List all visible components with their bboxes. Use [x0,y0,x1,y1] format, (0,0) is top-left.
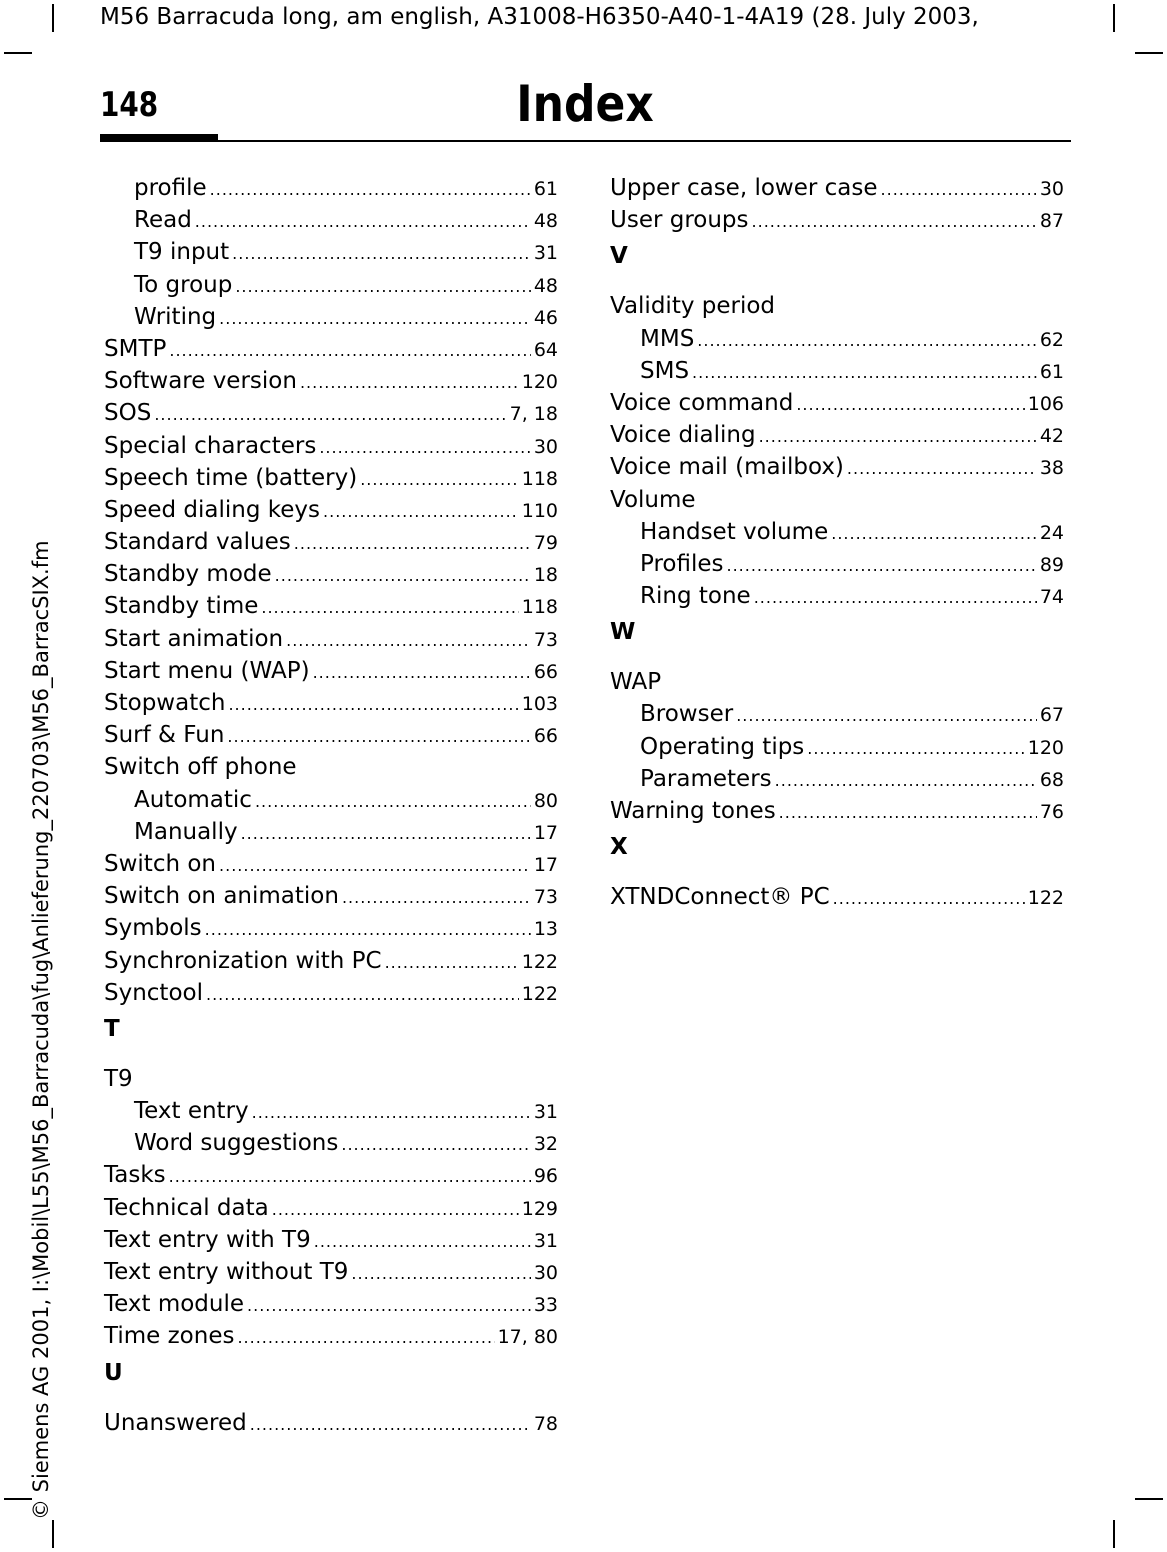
index-entry [104,269,558,301]
index-page-ref: 38 [1039,457,1064,480]
index-term: To group [134,271,233,298]
index-group-heading [104,751,558,783]
leader-dots [294,528,531,560]
index-term: Volume [610,486,696,513]
index-page-ref: 96 [533,1165,558,1188]
index-entry [610,881,1064,913]
leader-dots [736,700,1037,732]
index-entry [104,912,558,944]
leader-dots [351,1258,530,1290]
crop-mark [1113,1520,1115,1548]
index-page-ref: 73 [533,886,558,909]
leader-dots [319,432,531,464]
page-title: Index [516,75,654,133]
index-page-ref: 48 [533,210,558,233]
index-page-ref: 17 [533,853,558,876]
index-page-ref: 42 [1039,425,1064,448]
leader-dots [754,582,1037,614]
leader-dots [252,1097,531,1129]
index-page-ref: 89 [1039,553,1064,576]
index-page-ref: 122 [521,950,558,973]
index-entry [610,763,1064,795]
crop-mark [4,52,32,54]
crop-mark [1135,1498,1163,1500]
leader-dots [807,733,1024,765]
index-page-ref: 48 [533,274,558,297]
leader-dots [237,1322,494,1354]
index-entry [104,977,558,1009]
index-entry [104,172,558,204]
index-term: T9 input [134,239,230,266]
index-term: User groups [610,207,749,234]
leader-dots [169,335,530,367]
index-term: Synctool [104,979,203,1006]
index-page-ref: 18 [533,564,558,587]
index-page-ref: 118 [521,596,558,619]
index-entry [104,365,558,397]
index-entry [104,494,558,526]
leader-dots [219,850,531,882]
index-entry [104,1224,558,1256]
index-term: Synchronization with PC [104,947,382,974]
index-term: Switch on [104,850,217,877]
index-group-heading [610,484,1064,516]
leader-dots [796,389,1024,421]
index-column-right [610,172,1064,913]
index-page-ref: 31 [533,242,558,265]
running-head: M56 Barracuda long, am english, A31008-H6350-A40-1-4A19 (28. July 2003, [100,4,979,30]
index-entry [104,1127,558,1159]
index-entry [610,580,1064,612]
index-entry [104,1159,558,1191]
index-page-ref: 66 [533,725,558,748]
index-entry [610,731,1064,763]
index-page-ref: 80 [533,789,558,812]
index-term: Voice command [610,389,794,416]
index-page-ref: 61 [533,178,558,200]
index-page-ref: 64 [533,338,558,361]
leader-dots [286,625,531,657]
index-entry [104,1095,558,1127]
leader-dots [314,1226,531,1258]
leader-dots [275,560,531,592]
index-term: Handset volume [640,518,829,545]
index-term: Text entry with T9 [104,1226,311,1253]
index-term: Operating tips [640,733,805,760]
leader-dots [759,421,1037,453]
leader-dots [697,325,1037,357]
leader-dots [232,238,531,270]
index-page-ref: 32 [533,1133,558,1156]
index-page-ref: 30 [1039,178,1064,200]
index-letter-heading: X [610,834,628,861]
leader-dots [779,797,1037,829]
index-entry [104,880,558,912]
index-term: Standby mode [104,561,272,588]
index-entry [610,172,1064,204]
index-entry [610,698,1064,730]
leader-dots [752,206,1037,238]
leader-dots [219,303,531,335]
index-term: Writing [134,303,217,330]
leader-dots [692,357,1037,389]
leader-dots [342,882,531,914]
index-term: Voice dialing [610,422,756,449]
index-term: MMS [640,325,695,352]
index-term: Symbols [104,915,202,942]
index-term: Word suggestions [134,1130,339,1157]
index-entry [610,451,1064,483]
index-term: Software version [104,368,297,395]
side-copyright-path: © Siemens AG 2001, I:\Mobil\L55\M56_Barracuda\fug\Anlieferung_220703\M56_BarracSIX.fm [29,540,53,1520]
index-entry [104,526,558,558]
index-page-ref: 106 [1027,392,1064,415]
index-page-ref: 73 [533,628,558,651]
index-term: Browser [640,701,734,728]
index-entry [104,590,558,622]
leader-dots [261,592,518,624]
leader-dots [385,947,519,979]
index-term: Stopwatch [104,690,226,716]
index-page-ref: 120 [521,371,558,394]
index-page-ref: 79 [533,532,558,555]
index-page-ref: 78 [533,1412,558,1435]
index-entry [610,355,1064,387]
index-entry [104,333,558,365]
index-page-ref: 87 [1039,210,1064,233]
leader-dots [341,1129,530,1161]
index-entry [104,430,558,462]
index-page-ref: 103 [521,693,558,715]
index-term: Speech time (battery) [104,464,358,491]
index-page-ref: 122 [521,982,558,1005]
index-page-ref: 129 [521,1197,558,1220]
index-page-ref: 46 [533,306,558,329]
index-letter-heading: U [104,1359,123,1386]
index-term: Surf & Fun [104,722,225,749]
index-page-ref: 31 [533,1101,558,1124]
index-term: Special characters [104,432,317,459]
index-entry [104,719,558,751]
index-entry [610,795,1064,827]
leader-dots [235,271,530,303]
index-entry [104,816,558,848]
index-term: Text entry [134,1098,249,1125]
index-term: Technical data [104,1194,269,1221]
leader-dots [272,1194,519,1226]
index-term: Read [134,207,192,234]
index-term: Upper case, lower case [610,175,878,201]
index-term: T9 [104,1065,133,1092]
index-group-heading [610,666,1064,698]
index-page-ref: 13 [533,918,558,941]
index-entry [104,1192,558,1224]
index-entry [104,462,558,494]
index-term: Start animation [104,625,284,652]
index-entry [610,516,1064,548]
index-group-heading [610,290,1064,322]
leader-dots [247,1290,531,1322]
index-page-ref: 62 [1039,328,1064,351]
index-group-heading [104,1063,558,1095]
index-entry [104,1288,558,1320]
index-entry [104,397,558,429]
index-term: Standard values [104,529,291,556]
leader-dots [205,914,531,946]
index-entry [104,687,558,719]
leader-dots [847,453,1037,485]
index-page-ref: 122 [1027,887,1064,910]
index-entry [610,387,1064,419]
index-page-ref: 74 [1039,586,1064,609]
index-letter-heading: T [104,1015,120,1042]
index-entry [104,1407,558,1439]
leader-dots [727,550,1037,582]
leader-dots [206,979,519,1011]
index-entry [104,204,558,236]
crop-mark [1113,4,1115,32]
index-term: Parameters [640,765,772,792]
index-term: Text module [104,1291,245,1318]
leader-dots [195,206,531,238]
index-entry [104,558,558,590]
index-page-ref: 7, 18 [509,403,558,426]
index-page-ref: 61 [1039,360,1064,383]
index-entry [104,848,558,880]
index-entry [610,323,1064,355]
index-term: Manually [134,818,238,845]
index-term: Switch off phone [104,754,297,781]
index-entry [610,548,1064,580]
leader-dots [169,1161,531,1193]
index-entry [104,1320,558,1352]
leader-dots [241,818,531,850]
leader-dots [210,174,531,206]
crop-mark [52,1520,54,1548]
leader-dots [323,496,519,528]
index-page-ref: 24 [1039,521,1064,544]
crop-mark [1135,52,1163,54]
index-term: Switch on animation [104,883,339,910]
index-entry [610,204,1064,236]
index-term: Speed dialing keys [104,496,321,523]
index-entry [104,623,558,655]
index-term: SMTP [104,335,167,362]
index-term: Unanswered [104,1409,247,1436]
index-entry [104,1256,558,1288]
index-page-ref: 31 [533,1229,558,1252]
index-term: Profiles [640,550,724,577]
index-page-ref: 17, 80 [497,1326,558,1349]
index-term: Standby time [104,593,259,620]
index-term: Tasks [104,1162,166,1189]
leader-dots [833,883,1025,915]
index-page-ref: 17 [533,821,558,844]
leader-dots [831,518,1037,550]
index-term: SMS [640,357,690,384]
index-page-ref: 33 [533,1294,558,1317]
index-page-ref: 68 [1039,768,1064,791]
index-page-ref: 118 [521,467,558,490]
index-entry [104,301,558,333]
index-entry [104,236,558,268]
index-page-ref: 76 [1039,801,1064,823]
index-term: Warning tones [610,798,776,824]
leader-dots [360,464,519,496]
index-term: Time zones [104,1323,235,1350]
index-letter-heading: W [610,619,636,646]
leader-dots [154,399,506,431]
index-term: Voice mail (mailbox) [610,454,844,481]
index-term: profile [134,175,207,201]
leader-dots [881,174,1037,206]
leader-dots [227,721,530,753]
index-page-ref: 66 [533,660,558,683]
index-term: Text entry without T9 [104,1259,349,1285]
index-term: Ring tone [640,583,751,610]
leader-dots [300,367,519,399]
page-number: 148 [100,85,159,125]
index-term: Start menu (WAP) [104,657,310,684]
index-column-left [104,172,558,1439]
index-entry [104,784,558,816]
index-page-ref: 30 [533,435,558,458]
leader-dots [250,1409,531,1441]
index-page-ref: 30 [533,1262,558,1284]
index-term: Automatic [134,786,252,813]
leader-dots [313,657,531,689]
index-term: SOS [104,400,152,427]
index-term: Validity period [610,293,776,320]
leader-dots [228,689,518,721]
index-entry [104,655,558,687]
index-page-ref: 67 [1039,704,1064,727]
header-rule [100,140,1071,142]
leader-dots [775,765,1037,797]
crop-mark [52,4,54,32]
index-letter-heading: V [610,243,628,270]
index-entry [104,945,558,977]
index-term: XTNDConnect® PC [610,884,830,911]
index-entry [610,419,1064,451]
index-page-ref: 110 [521,499,558,522]
leader-dots [255,786,531,818]
index-term: WAP [610,669,662,696]
index-page-ref: 120 [1027,736,1064,759]
